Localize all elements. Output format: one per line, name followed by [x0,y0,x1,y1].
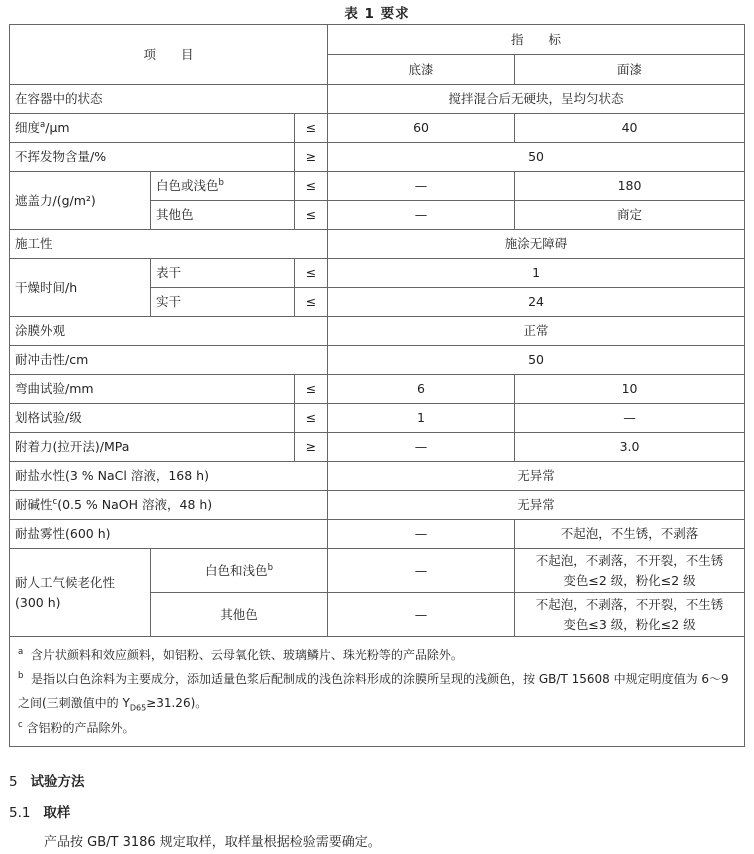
footnote-mark: c [52,497,58,508]
section-5-heading: 5 试验方法 [9,774,85,790]
footnote-mark: b [267,562,273,573]
top-value: 3.0 [515,433,745,462]
base-value: — [328,593,515,637]
row-value: 24 [328,288,745,317]
row-label: 在容器中的状态 [10,85,328,114]
footnote-mark: a [40,120,46,131]
table-row [10,433,745,462]
footnote-a: $^a$ 含片状颜料和效应颜料，如铝粉、云母氧化铁、玻璃鳞片、珠光粉等的产品除外。 [18,647,463,662]
comparison-sign: ≤ [295,404,328,433]
table-row [10,143,745,172]
sub-label: 其他色 [151,201,295,230]
row-value: 1 [328,259,745,288]
base-value: — [328,201,515,230]
table-row [10,114,745,143]
base-value: — [328,520,515,549]
row-value: 50 [328,346,745,375]
base-value: 6 [328,375,515,404]
header-row [10,25,745,55]
comparison-sign: ≤ [295,288,328,317]
row-label: 耐盐水性(3 % NaCl 溶液，168 h) [10,462,328,491]
requirements-table [9,24,745,747]
row-label: 施工性 [10,230,328,259]
top-value: 10 [515,375,745,404]
row-label: 耐人工气候老化性 (300 h) [10,549,151,637]
table-row [10,404,745,433]
row-value: 施涂无障碍 [328,230,745,259]
row-value: 无异常 [328,491,745,520]
section-5-1-heading: 5.1 取样 [9,805,71,821]
header-top-coat: 面漆 [515,55,745,85]
base-value: 1 [328,404,515,433]
top-value: 180 [515,172,745,201]
table-row [10,346,745,375]
comparison-sign: ≥ [295,433,328,462]
table-row [10,462,745,491]
sub-label: 白色和浅色$^b$ [151,549,328,593]
table-row [10,230,745,259]
row-label: 涂膜外观 [10,317,328,346]
sampling-paragraph: 产品按 GB/T 3186 规定取样，取样量根据检验需要确定。 [44,835,381,850]
comparison-sign: ≤ [295,375,328,404]
comparison-sign: ≤ [295,259,328,288]
table-row [10,549,745,593]
row-label: 耐碱性$^c$(0.5 % NaOH 溶液，48 h) [10,491,328,520]
footnotes-row [10,637,745,747]
comparison-sign: ≤ [295,114,328,143]
top-value: — [515,404,745,433]
footnote-b: $^b$ 是指以白色涂料为主要成分，添加适量色浆后配制成的浅色涂料形成的涂膜所呈现的浅颜色，按 GB/T 15608 中规定明度值为 6～9 之间(三刺激值中的 $Y_{D65}\ge 31.26$)。 [18,671,729,713]
top-value: 不起泡，不剥落，不开裂，不生锈 变色≤3 级，粉化≤2 级 [515,593,745,637]
top-value: 不起泡，不生锈，不剥落 [515,520,745,549]
row-label: 耐冲击性/cm [10,346,328,375]
row-value: 50 [328,143,745,172]
row-label: 细度$^a$/μm [10,114,295,143]
footnote-c: $^c$ 含铝粉的产品除外。 [18,720,135,736]
top-value: 40 [515,114,745,143]
sub-label: 白色或浅色$^b$ [151,172,295,201]
row-label: 弯曲试验/mm [10,375,295,404]
table-row [10,491,745,520]
comparison-sign: ≤ [295,172,328,201]
sub-label: 实干 [151,288,295,317]
sub-label: 表干 [151,259,295,288]
footnotes [10,637,745,747]
base-value: — [328,549,515,593]
top-value: 不起泡，不剥落，不开裂，不生锈 变色≤2 级，粉化≤2 级 [515,549,745,593]
comparison-sign: ≤ [295,201,328,230]
header-item: 项 目 [10,25,328,85]
row-value: 正常 [328,317,745,346]
sub-label: 其他色 [151,593,328,637]
table-row [10,317,745,346]
row-label: 不挥发物含量/% [10,143,295,172]
row-label: 干燥时间/h [10,259,151,317]
table-row [10,375,745,404]
comparison-sign: ≥ [295,143,328,172]
table-row [10,520,745,549]
row-value: 搅拌混合后无硬块，呈均匀状态 [328,85,745,114]
top-value: 商定 [515,201,745,230]
base-value: — [328,172,515,201]
row-label: 划格试验/级 [10,404,295,433]
table-row [10,259,745,288]
table-row [10,85,745,114]
base-value: 60 [328,114,515,143]
row-value: 无异常 [328,462,745,491]
row-label: 遮盖力/(g/m²) [10,172,151,230]
table-row [10,172,745,201]
table-caption: 表 1 要求 [344,6,410,22]
row-label: 附着力(拉开法)/MPa [10,433,295,462]
footnote-mark: b [218,178,224,189]
row-label: 耐盐雾性(600 h) [10,520,328,549]
base-value: — [328,433,515,462]
header-indicator: 指 标 [328,25,745,55]
header-base-coat: 底漆 [328,55,515,85]
